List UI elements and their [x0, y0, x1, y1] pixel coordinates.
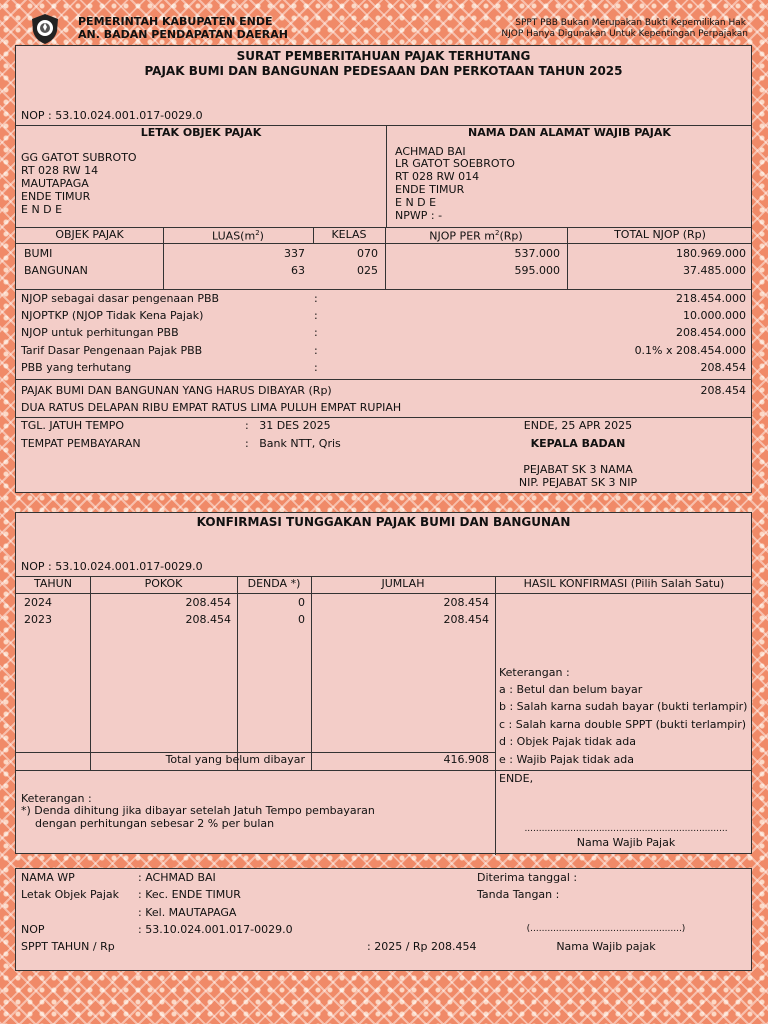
ende-label: ENDE, — [499, 772, 534, 785]
wp-address-4: E N D E — [395, 196, 437, 209]
konfirmasi-panel: KONFIRMASI TUNGGAKAN PAJAK BUMI DAN BANGUNAN NOP : 53.10.024.001.017-0029.0 TAHUN POKOK DENDA *) JUMLAH HASIL KONFIRMASI (Pilih Salah Satu) 2024 208.454 0 208.454 2023 208.454 0 208.454 Total yang belum dibayar 416.908 Keterangan : a : Betul dan belum bayar b : Salah karna sudah bayar (bukti terlampir) c : Salah karna double SPPT (bukti terlampir) d : Objek Pajak tidak ada e : Wajib Pajak tidak ada Keterangan : *) Denda dihitung jika dibayar setelah Jatuh Tempo pembayaran dengan perhitungan sebesar 2 % per bulan ENDE, ....................................................................... Nama Wajib Pajak — [15, 512, 752, 854]
nop-value: : 53.10.024.001.017-0029.0 — [138, 923, 293, 936]
government-logo — [30, 13, 60, 45]
col-jumlah: JUMLAH — [381, 577, 425, 590]
total-label: Total yang belum dibayar — [165, 753, 305, 766]
disclaimer-line-2: NJOP Hanya Digunakan Untuk Kepentingan Perpajakan — [501, 29, 748, 39]
col-total-njop: TOTAL NJOP (Rp) — [614, 228, 706, 241]
col-kelas: KELAS — [331, 228, 367, 241]
letak-address-3: MAUTAPAGA — [21, 177, 89, 190]
konfirmasi-nop: NOP : 53.10.024.001.017-0029.0 — [21, 560, 203, 573]
sppt-value: : 2025 / Rp 208.454 — [367, 940, 477, 953]
gov-line-2: AN. BADAN PENDAPATAN DAERAH — [78, 28, 288, 41]
wp-address-3: ENDE TIMUR — [395, 183, 465, 196]
place-date: ENDE, 25 APR 2025 — [523, 419, 633, 432]
garuda-emblem-icon — [30, 13, 60, 45]
wp-name: ACHMAD BAI — [395, 145, 466, 158]
option-d[interactable]: d : Objek Pajak tidak ada — [499, 735, 636, 748]
receipt-signature-name: Nama Wajib pajak — [556, 940, 656, 953]
sppt-nop: NOP : 53.10.024.001.017-0029.0 — [21, 109, 203, 122]
col-njop-per-m2: NJOP PER $m^2(Rp)$ — [429, 229, 523, 243]
jatuh-tempo-label: TGL. JATUH TEMPO — [21, 419, 125, 432]
letak-address-2: RT 028 RW 14 — [21, 164, 99, 177]
tempat-label: TEMPAT PEMBAYARAN — [21, 437, 141, 450]
hasil-keterangan-title: Keterangan : — [499, 666, 570, 679]
note-line-1: *) Denda dihitung jika dibayar setelah Jatuh Tempo pembayaran — [21, 804, 375, 817]
option-c[interactable]: c : Salah karna double SPPT (bukti terlampir) — [499, 718, 747, 731]
option-b[interactable]: b : Salah karna sudah bayar (bukti terlampir) — [499, 700, 748, 713]
wp-header: NAMA DAN ALAMAT WAJIB PAJAK — [468, 126, 671, 139]
col-tahun: TAHUN — [34, 577, 72, 590]
wp-address-2: RT 028 RW 014 — [395, 170, 480, 183]
kelurahan-value: : Kel. MAUTAPAGA — [138, 906, 237, 919]
note-line-2: dengan perhitungan sebesar 2 % per bulan — [35, 817, 275, 830]
total-value: 416.908 — [443, 753, 489, 766]
letak-address-5: E N D E — [21, 203, 63, 216]
kecamatan-value: : Kec. ENDE TIMUR — [138, 888, 241, 901]
option-e[interactable]: e : Wajib Pajak tidak ada — [499, 753, 634, 766]
col-hasil-konfirmasi: HASIL KONFIRMASI (Pilih Salah Satu) — [523, 577, 725, 590]
gov-line-1: PEMERINTAH KABUPATEN ENDE — [78, 15, 273, 28]
konfirmasi-title: KONFIRMASI TUNGGAKAN PAJAK BUMI DAN BANGUNAN — [196, 515, 571, 529]
col-objek-pajak: OBJEK PAJAK — [55, 228, 124, 241]
dibayar-label: PAJAK BUMI DAN BANGUNAN YANG HARUS DIBAYAR (Rp) — [21, 384, 332, 397]
letak-address-4: ENDE TIMUR — [21, 190, 91, 203]
letak-label: Letak Objek Pajak — [21, 888, 120, 901]
sppt-label: SPPT TAHUN / Rp — [21, 940, 115, 953]
letak-header: LETAK OBJEK PAJAK — [140, 126, 262, 139]
col-pokok: POKOK — [144, 577, 183, 590]
nama-wp-label: NAMA WP — [21, 871, 75, 884]
col-luas: $LUAS(m^2)$ — [212, 229, 264, 243]
diterima-label: Diterima tanggal : — [477, 871, 578, 884]
receipt-panel — [15, 868, 752, 971]
receipt-signature-line: (.....................................................) — [526, 924, 686, 934]
sppt-title: SURAT PEMBERITAHUAN PAJAK TERHUTANG — [236, 49, 531, 63]
sppt-subtitle: PAJAK BUMI DAN BANGUNAN PEDESAAN DAN PERKOTAAN TAHUN 2025 — [144, 64, 623, 78]
signature-name: Nama Wajib Pajak — [576, 836, 676, 849]
nop-label: NOP — [21, 923, 45, 936]
tempat-value: : Bank NTT, Qris — [245, 437, 341, 450]
note-title: Keterangan : — [21, 792, 92, 805]
option-a[interactable]: a : Betul dan belum bayar — [499, 683, 643, 696]
jatuh-tempo-value: : 31 DES 2025 — [245, 419, 331, 432]
wp-address-1: LR GATOT SOEBROTO — [395, 157, 515, 170]
pejabat-name: PEJABAT SK 3 NAMA — [523, 463, 633, 476]
wp-npwp: NPWP : - — [395, 209, 443, 222]
sppt-panel: SURAT PEMBERITAHUAN PAJAK TERHUTANG PAJAK BUMI DAN BANGUNAN PEDESAAN DAN PERKOTAAN TAHUN 2025 NOP : 53.10.024.001.017-0029.0 LETAK OBJEK PAJAK NAMA DAN ALAMAT WAJIB PAJAK GG GATOT SUBROTO RT 028 RW 14 MAUTAPAGA ENDE TIMUR E N D E ACHMAD BAI LR GATOT SOEBROTO RT 028 RW 014 ENDE TIMUR E N D E NPWP : - OBJEK PAJAK $LUAS(m^2)$ KELAS NJOP PER $m^2(Rp)$ TOTAL NJOP (Rp) BUMI 337 070 537.000 180.969.000 BANGUNAN 63 025 595.000 37.485.000 NJOP sebagai dasar pengenaan PBB : 218.454.000 NJOPTKP (NJOP Tidak Kena Pajak) : 10.000.000 NJOP untuk perhitungan PBB : 208.454.000 Tarif Dasar Pengenaan Pajak PBB : 0.1% x 208.454.000 PBB yang terhutang : 208.454 PAJAK BUMI DAN BANGUNAN YANG HARUS DIBAYAR (Rp) 208.454 DUA RATUS DELAPAN RIBU EMPAT RATUS LIMA PULUH EMPAT RUPIAH TGL. JATUH TEMPO : 31 DES 2025 TEMPAT PEMBAYARAN : Bank NTT, Qris ENDE, 25 APR 2025 KEPALA BADAN PEJABAT SK 3 NAMA NIP. PEJABAT SK 3 NIP — [15, 45, 752, 493]
tanda-tangan-label: Tanda Tangan : — [477, 888, 560, 901]
letak-address-1: GG GATOT SUBROTO — [21, 151, 137, 164]
disclaimer-line-1: SPPT PBB Bukan Merupakan Bukti Kepemilikan Hak — [515, 18, 746, 28]
pejabat-nip: NIP. PEJABAT SK 3 NIP — [518, 476, 638, 489]
signature-line: ....................................................................... — [524, 824, 728, 834]
col-denda: DENDA *) — [247, 577, 301, 590]
dibayar-value: 208.454 — [700, 384, 746, 397]
terbilang: DUA RATUS DELAPAN RIBU EMPAT RATUS LIMA PULUH EMPAT RUPIAH — [21, 401, 402, 414]
kepala-badan: KEPALA BADAN — [530, 437, 626, 450]
nama-wp-value: : ACHMAD BAI — [138, 871, 216, 884]
